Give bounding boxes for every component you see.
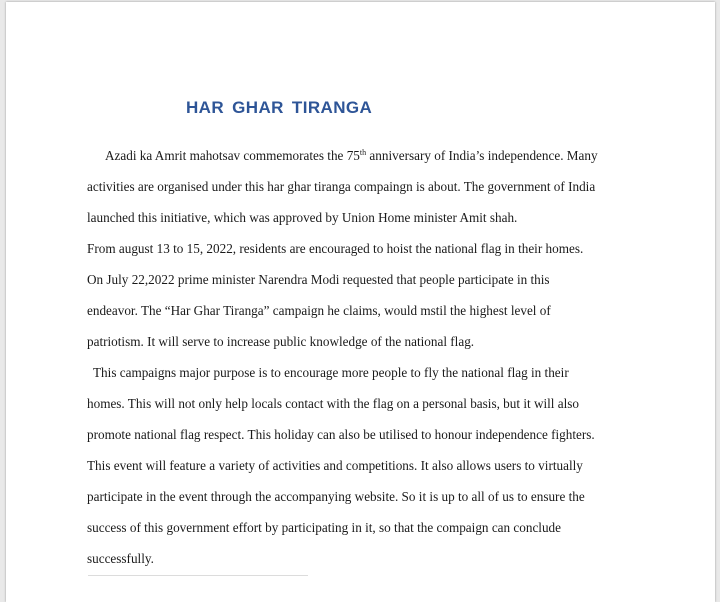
text-line: launched this initiative, which was approved by Union Home minister Amit shah. — [87, 210, 518, 225]
document-body — [87, 140, 647, 574]
text-line: promote national flag respect. This holiday can also be utilised to honour independence fighters. — [87, 427, 595, 442]
text-line: This event will feature a variety of activities and competitions. It also allows users to virtually — [87, 458, 583, 473]
text-line: participate in the event through the accompanying website. So it is up to all of us to ensure the — [87, 489, 585, 504]
superscript: th — [359, 148, 367, 157]
text-line: On July 22,2022 prime minister Narendra Modi requested that people participate in this — [87, 272, 550, 287]
text-line — [87, 357, 647, 388]
text-line-part: anniversary of India’s independence. Many — [366, 148, 598, 163]
document-title: HAR GHAR TIRANGA — [186, 98, 373, 117]
document-page — [6, 2, 715, 602]
text-line: activities are organised under this har ghar tiranga compaingn is about. The government of India — [87, 179, 596, 194]
text-line: success of this government effort by participating in it, so that the compaign can conclude — [87, 520, 562, 535]
text-line: homes. This will not only help locals contact with the flag on a personal basis, but it will also — [87, 396, 580, 411]
text-line-part: Azadi ka Amrit mahotsav commemorates the 75 — [105, 148, 360, 163]
page-divider — [88, 575, 308, 576]
text-line: endeavor. The “Har Ghar Tiranga” campaign he claims, would mstil the highest level of — [87, 303, 551, 318]
text-line — [87, 140, 647, 171]
text-line: From august 13 to 15, 2022, residents are encouraged to hoist the national flag in their homes. — [87, 241, 584, 256]
text-line-part: This campaigns major purpose is to encourage more people to fly the national flag in their — [93, 365, 569, 380]
text-line: successfully. — [87, 551, 154, 566]
text-line: patriotism. It will serve to increase public knowledge of the national flag. — [87, 334, 475, 349]
